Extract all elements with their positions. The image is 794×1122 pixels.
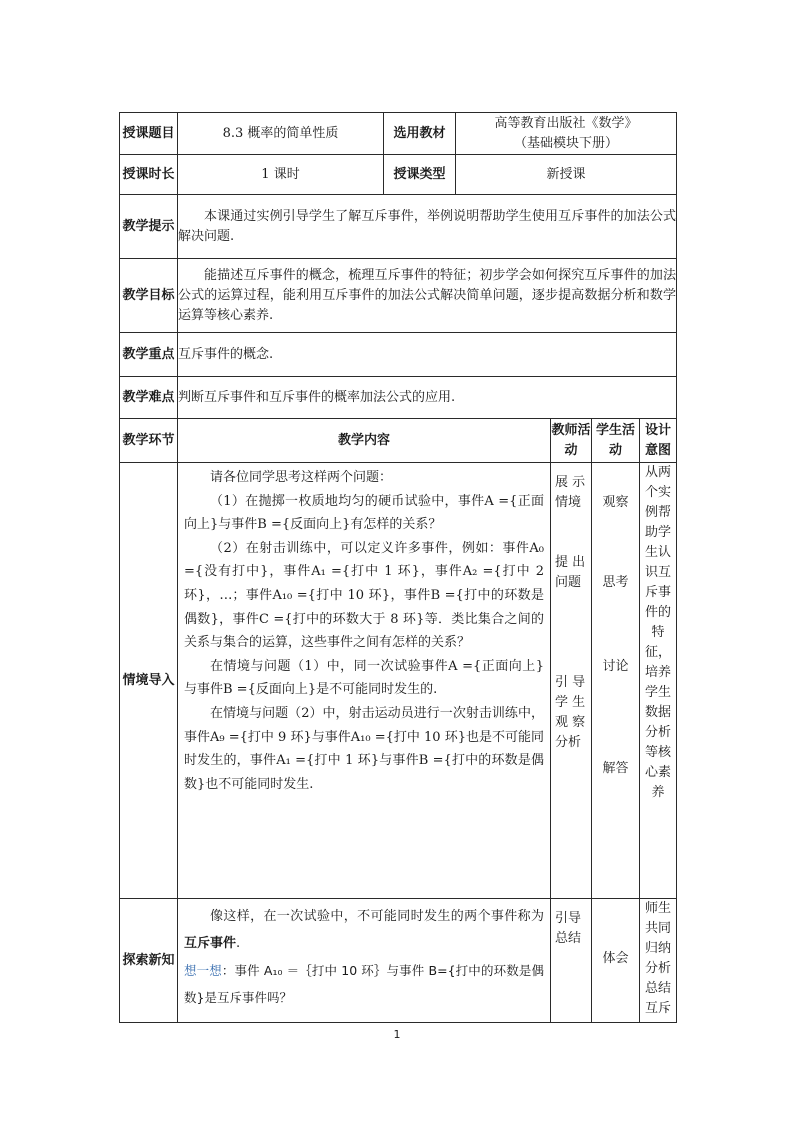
explore-content [178,899,551,1023]
key-row [120,333,677,377]
hint-text: 本课通过实例引导学生了解互斥事件，举例说明帮助学生使用互斥事件的加法公式解决问题. [178,195,677,259]
col-teacher: 教师活动 [551,419,592,463]
explore-paragraph-1 [178,903,550,957]
explore-student-activity: 体会 [592,899,640,1023]
hint-label: 教学提示 [120,195,178,259]
topic-label: 授课题目 [120,113,178,155]
explore-text-post: . [236,936,241,951]
explore-text-pre: 像这样，在一次试验中，不可能同时发生的两个事件称为 [210,909,544,924]
intro-teacher-activity [551,463,592,899]
duration-row [120,155,677,195]
col-content: 教学内容 [178,419,551,463]
textbook-value-line1: 高等教育出版社《数学》 [494,115,638,131]
explore-design-intent: 师生共同归纳分析总结互斥 [640,899,677,1023]
lesson-plan-table [119,112,677,1023]
col-stage: 教学环节 [120,419,178,463]
difficulty-label: 教学难点 [120,377,178,419]
intro-paragraph-5: 在情境与问题（2）中，射击运动员进行一次射击训练中，事件A₉ ={打中 9 环}与事件A₁₀ ={打中 10 环}也是不可能同时发生的，事件A₁ ={打中 1 环}与事件B ={打中的环数是偶数}也不可能同时发生. [184,705,544,792]
col-design: 设计意图 [640,419,677,463]
student-activity-1: 观察 [602,495,629,510]
explore-teacher-activity: 引导总结 [551,899,592,1023]
teacher-activity-2: 提 出 问题 [555,555,586,590]
column-header-row [120,419,677,463]
key-text: 互斥事件的概念. [178,333,677,377]
explore-row [120,899,677,1023]
intro-row [120,463,677,899]
intro-paragraph-2: （1）在抛掷一枚质地均匀的硬币试验中，事件A ={正面向上}与事件B ={反面向上}有怎样的关系？ [184,493,544,533]
col-student: 学生活动 [592,419,640,463]
intro-design-intent: 从两个实例帮助学生认识互斥事件的特征，培养学生数据分析等核心素养 [640,463,677,899]
goal-text: 能描述互斥事件的概念，梳理互斥事件的特征；初步学会如何探究互斥事件的加法公式的运算过程，能利用互斥事件的加法公式解决简单问题，逐步提高数据分析和数学运算等核心素养. [178,259,677,333]
student-activity-4: 解答 [602,761,629,776]
teacher-activity-3: 引 导 学 生 观 察 分析 [555,675,586,750]
difficulty-row [120,377,677,419]
topic-value: 8.3 概率的简单性质 [178,113,384,155]
intro-paragraph-4: 在情境与问题（1）中，同一次试验事件A ={正面向上}与事件B ={反面向上}是不可能同时发生的. [184,658,544,698]
difficulty-text: 判断互斥事件和互斥事件的概率加法公式的应用. [178,377,677,419]
page-number: 1 [393,1028,401,1041]
type-value: 新授课 [456,155,677,195]
duration-label: 授课时长 [120,155,178,195]
hint-row [120,195,677,259]
student-activity-2: 思考 [602,575,629,590]
teacher-activity-1: 展 示 情境 [555,475,586,510]
textbook-value-line2: （基础模块下册） [514,135,619,151]
intro-paragraph-3: （2）在射击训练中，可以定义许多事件，例如：事件A₀ ={没有打中}，事件A₁ ={打中 1 环}，事件A₂ ={打中 2 环}，…；事件A₁₀ ={打中 10 环}，事件B ={打中的环数是偶数}，事件C ={打中的环数大于 8 环}等．类比集合之间的关系与集合的运算，这些事件之间有怎样的关系？ [184,540,544,651]
think-text: ：事件 A₁₀ ＝｛打中 10 环｝与事件 B={打中的环数是偶数}是互斥事件吗？ [184,963,544,1005]
topic-row [120,113,677,155]
goal-row [120,259,677,333]
textbook-label: 选用教材 [384,113,456,155]
intro-stage: 情境导入 [120,463,178,899]
student-activity-3: 讨论 [602,659,629,674]
textbook-value [456,113,677,155]
intro-student-activity [592,463,640,899]
intro-paragraph-1: 请各位同学思考这样两个问题： [210,470,393,485]
mutually-exclusive-term: 互斥事件 [184,936,237,951]
intro-content [178,463,551,899]
duration-value: 1 课时 [178,155,384,195]
think-label: 想一想 [184,963,222,978]
think-question [178,957,550,1011]
goal-label: 教学目标 [120,259,178,333]
key-label: 教学重点 [120,333,178,377]
type-label: 授课类型 [384,155,456,195]
explore-stage: 探索新知 [120,899,178,1023]
